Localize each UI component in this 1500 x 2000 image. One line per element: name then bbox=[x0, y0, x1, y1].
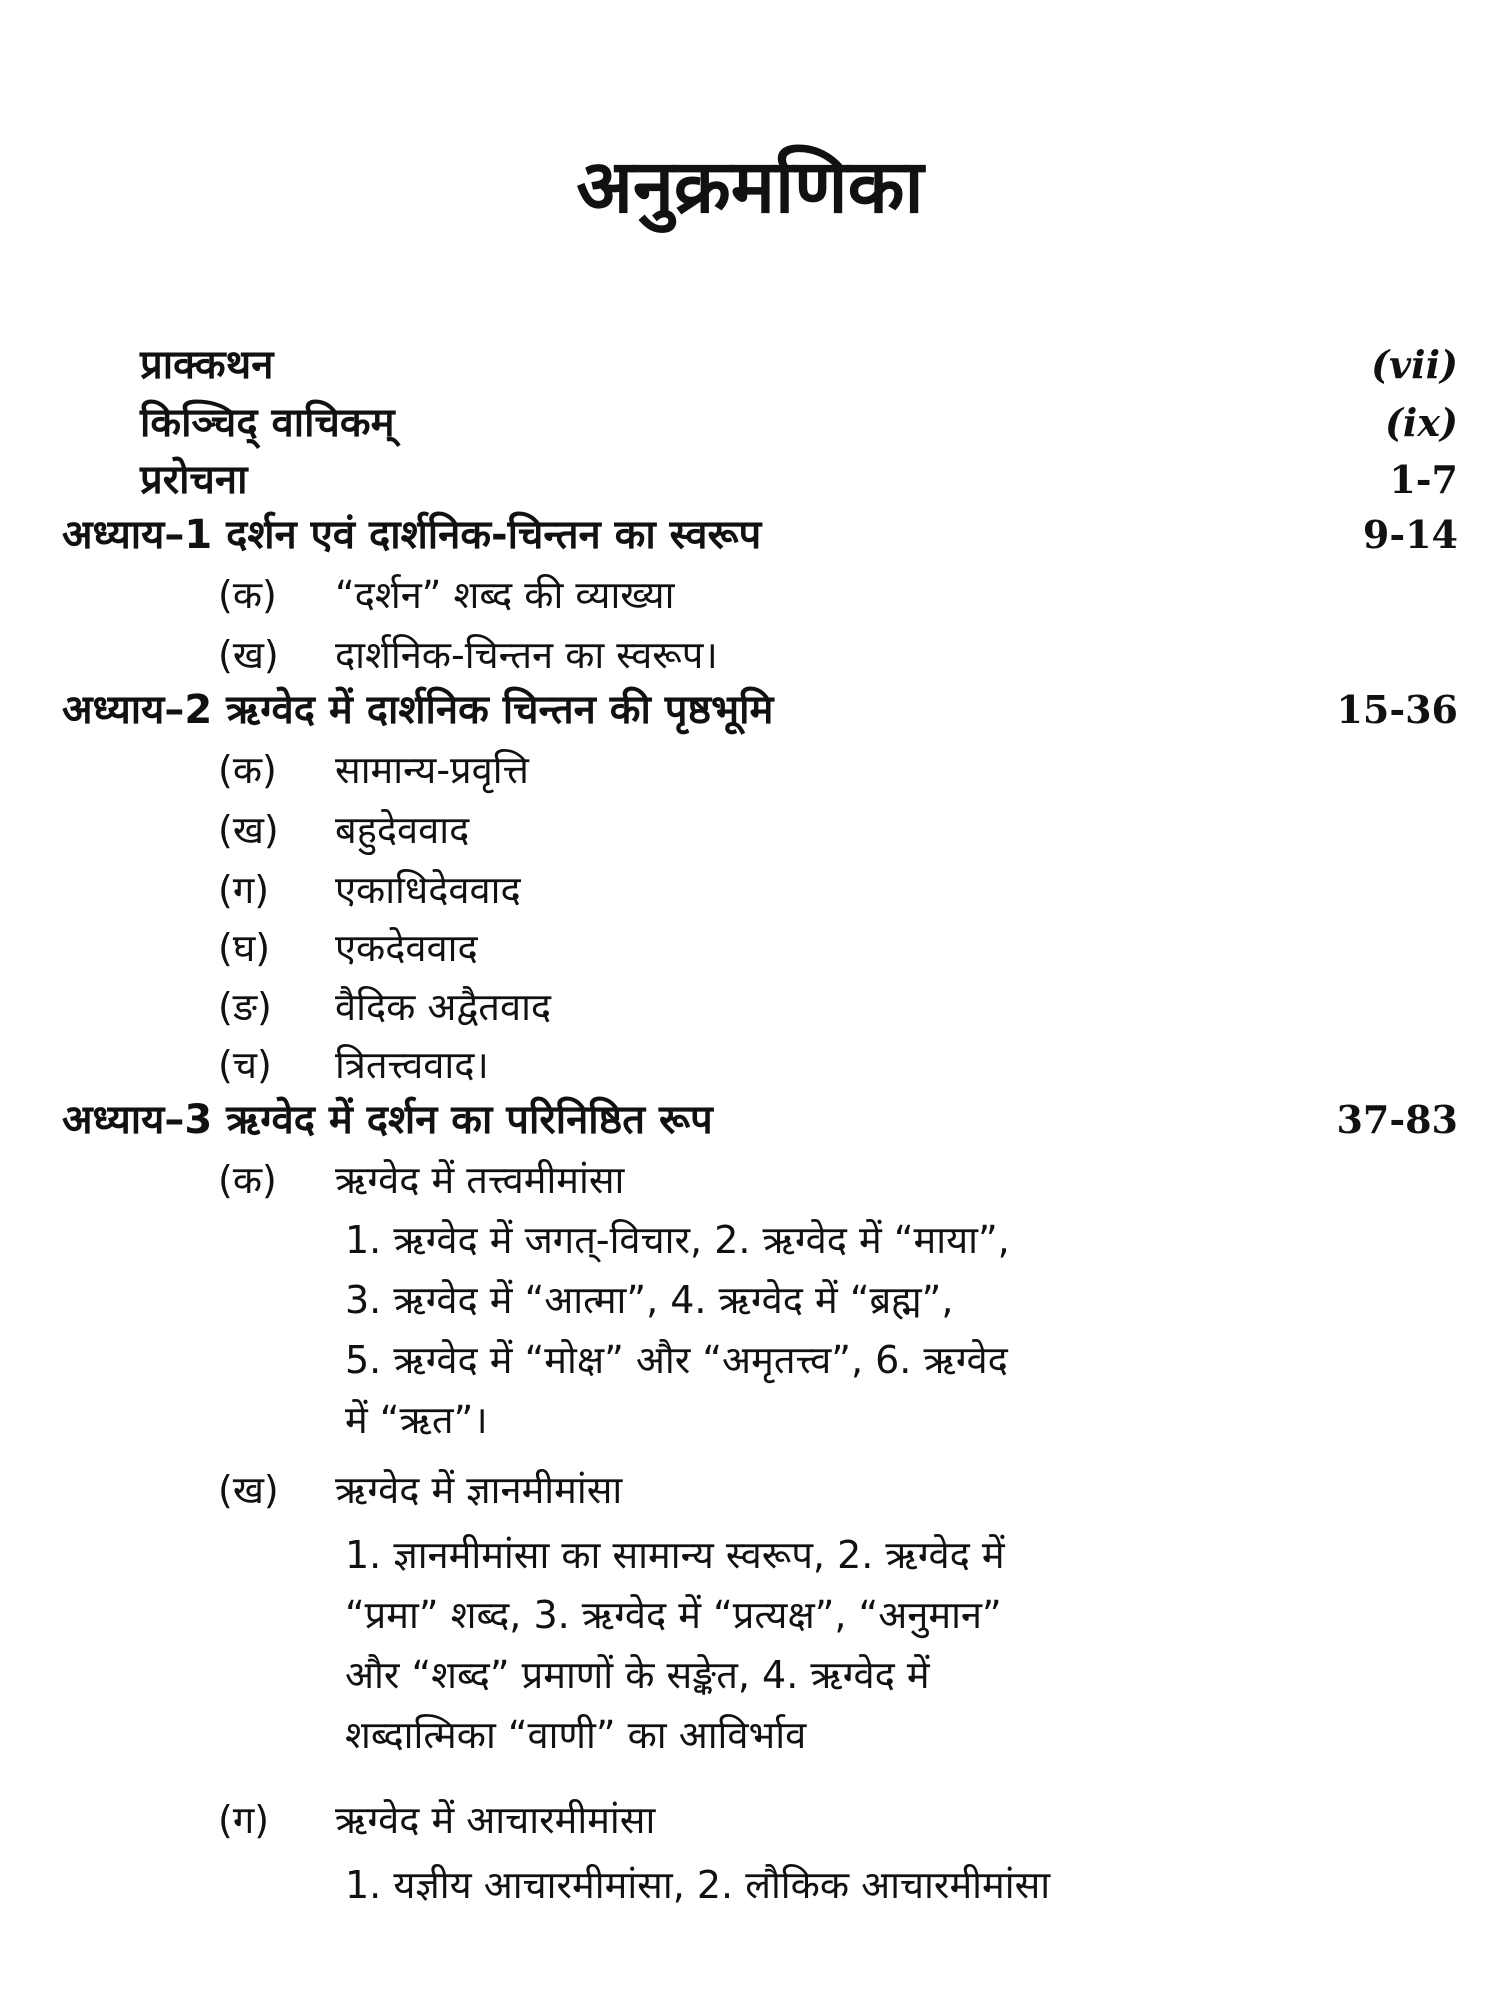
detail-line: 5. ऋग्वेद में “मोक्ष” और “अमृतत्त्व”, 6. ऋग्वेद bbox=[345, 1338, 1008, 1382]
toc-entry-prakkathan bbox=[0, 335, 1500, 395]
section-title: त्रितत्त्ववाद। bbox=[335, 1043, 489, 1087]
section-marker: (ख) bbox=[218, 633, 279, 677]
toc-page-number: (ix) bbox=[1384, 400, 1458, 445]
section-marker: (ग) bbox=[218, 868, 270, 912]
toc-section bbox=[0, 977, 1500, 1037]
toc-entry-prarochana bbox=[0, 450, 1500, 510]
section-title: ऋग्वेद में आचारमीमांसा bbox=[335, 1798, 656, 1842]
detail-line: 1. ऋग्वेद में जगत्-विचार, 2. ऋग्वेद में “माया”, bbox=[345, 1218, 1010, 1262]
section-marker: (क) bbox=[218, 1158, 277, 1202]
section-title: एकदेववाद bbox=[335, 926, 478, 970]
section-marker: (ङ) bbox=[218, 985, 272, 1029]
detail-line: में “ऋत”। bbox=[345, 1398, 488, 1442]
toc-section bbox=[0, 1035, 1500, 1095]
section-title: ऋग्वेद में ज्ञानमीमांसा bbox=[335, 1468, 623, 1512]
section-title: “दर्शन” शब्द की व्याख्या bbox=[335, 573, 675, 617]
toc-chapter-2 bbox=[0, 680, 1500, 740]
section-marker: (क) bbox=[218, 748, 277, 792]
chapter-title: अध्याय–1 दर्शन एवं दार्शनिक-चिन्तन का स्वरूप bbox=[62, 512, 762, 558]
section-marker: (ख) bbox=[218, 808, 279, 852]
toc-section bbox=[0, 1790, 1500, 1850]
toc-section bbox=[0, 565, 1500, 625]
toc-chapter-3 bbox=[0, 1090, 1500, 1150]
section-title: ऋग्वेद में तत्त्वमीमांसा bbox=[335, 1158, 625, 1202]
toc-entry-label: प्राक्कथन bbox=[140, 342, 274, 388]
detail-line: शब्दात्मिका “वाणी” का आविर्भाव bbox=[345, 1713, 807, 1757]
page-title: अनुक्रमणिका bbox=[576, 144, 924, 230]
toc-entry-label: किञ्चिद् वाचिकम् bbox=[140, 400, 395, 446]
toc-section bbox=[0, 918, 1500, 978]
section-marker: (क) bbox=[218, 573, 277, 617]
toc-section bbox=[0, 625, 1500, 685]
section-title: दार्शनिक-चिन्तन का स्वरूप। bbox=[335, 633, 718, 677]
detail-line: और “शब्द” प्रमाणों के सङ्केत, 4. ऋग्वेद में bbox=[345, 1653, 930, 1697]
section-marker: (ख) bbox=[218, 1468, 279, 1512]
section-marker: (ग) bbox=[218, 1798, 270, 1842]
section-title: एकाधिदेववाद bbox=[335, 868, 521, 912]
section-details bbox=[345, 1210, 1355, 1450]
section-details bbox=[345, 1525, 1355, 1765]
section-title: बहुदेववाद bbox=[335, 808, 470, 852]
toc-page-number: (vii) bbox=[1371, 342, 1458, 387]
toc-section bbox=[0, 1150, 1500, 1210]
chapter-page-range: 37-83 bbox=[1336, 1097, 1458, 1142]
chapter-title: अध्याय–2 ऋग्वेद में दार्शनिक चिन्तन की पृष्ठभूमि bbox=[62, 687, 774, 733]
toc-entry-kinchid-vachikam bbox=[0, 393, 1500, 453]
section-details bbox=[345, 1855, 1355, 1915]
detail-line: 1. यज्ञीय आचारमीमांसा, 2. लौकिक आचारमीमांसा bbox=[345, 1863, 1051, 1907]
toc-page-number: 1-7 bbox=[1389, 457, 1458, 502]
detail-line: “प्रमा” शब्द, 3. ऋग्वेद में “प्रत्यक्ष”, “अनुमान” bbox=[345, 1593, 1002, 1637]
toc-section bbox=[0, 860, 1500, 920]
chapter-page-range: 15-36 bbox=[1336, 687, 1458, 732]
chapter-page-range: 9-14 bbox=[1362, 512, 1458, 557]
section-marker: (च) bbox=[218, 1043, 272, 1087]
toc-section bbox=[0, 800, 1500, 860]
detail-line: 1. ज्ञानमीमांसा का सामान्य स्वरूप, 2. ऋग्वेद में bbox=[345, 1533, 1005, 1577]
detail-line: 3. ऋग्वेद में “आत्मा”, 4. ऋग्वेद में “ब्रह्म”, bbox=[345, 1278, 954, 1322]
section-title: वैदिक अद्वैतवाद bbox=[335, 985, 552, 1029]
toc-section bbox=[0, 740, 1500, 800]
chapter-title: अध्याय–3 ऋग्वेद में दर्शन का परिनिष्ठित रूप bbox=[62, 1097, 713, 1143]
section-marker: (घ) bbox=[218, 926, 271, 970]
section-title: सामान्य-प्रवृत्ति bbox=[335, 748, 529, 792]
toc-chapter-1 bbox=[0, 505, 1500, 565]
toc-section bbox=[0, 1460, 1500, 1520]
toc-entry-label: प्ररोचना bbox=[140, 457, 248, 503]
